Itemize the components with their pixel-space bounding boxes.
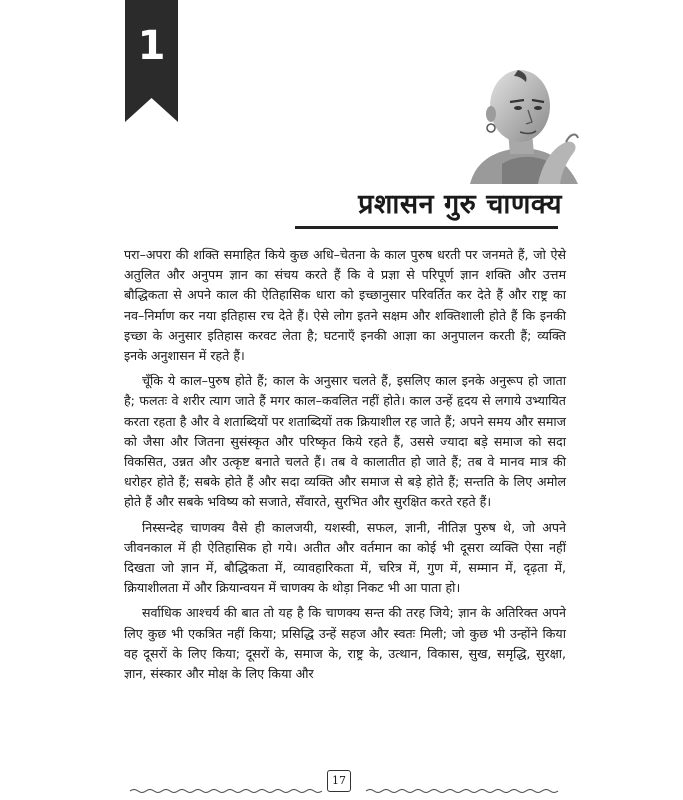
title-underline [295,226,558,229]
paragraph-4: सर्वाधिक आश्चर्य की बात तो यह है कि चाणक्य सन्त की तरह जिये; ज्ञान के अतिरिक्त अपने लिए कुछ भी एकत्रित नहीं किया; प्रसिद्धि उन्हें सहज और स्वतः मिली; जो कुछ भी उन्होंने किया वह दूसरों के लिए किया; दूसरों के, समाज के, राष्ट्र के, उत्थान, विकास, सुख, समृद्धि, सुरक्षा, ज्ञान, संस्कार और मोक्ष के लिए किया और [124,605,566,682]
paragraph-3: निस्सन्देह चाणक्य वैसे ही कालजयी, यशस्वी, सफल, ज्ञानी, नीतिज्ञ पुरुष थे, जो अपने जीवनकाल में ही ऐतिहासिक हो गये। अतीत और वर्तमान का कोई भी दूसरा व्यक्ति ऐसा नहीं दिखता जो ज्ञान में, बौद्धिकता में, व्यावहारिकता में, चरित्र में, गुण में, सम्मान में, दृढ़ता में, क्रियाशीलता में और क्रियान्वयन में चाणक्य के थोड़ा निकट भी आ पाता हो। [124,519,566,596]
paragraph-1: परा–अपरा की शक्ति समाहित किये कुछ अधि–चेतना के काल पुरुष धरती पर जनमते हैं, जो ऐसे अतुलित और अनुपम ज्ञान का संचय करते हैं कि वे प्रज्ञा से परिपूर्ण ज्ञान शक्ति और उत्तम बौद्धिकता से अपने काल की ऐतिहासिक धारा को इच्छानुसार परिवर्तित कर देते हैं और राष्ट्र का नव–निर्माण कर नया इतिहास रच देते हैं। ऐसे लोग इतने सक्षम और शक्तिशाली होते हैं कि इनकी इच्छा के अनुसार इतिहास करवट लेता है; घटनाएँ इनकी आज्ञा का अनुपालन करती हैं; व्यक्ति इनके अनुशासन में रहते हैं। [124,247,566,364]
chapter-title: प्रशासन गुरु चाणक्य [358,189,562,220]
body-text [124,245,566,689]
chapter-number: 1 [137,23,166,69]
page-number: 17 [327,770,351,792]
chanakya-portrait [462,68,584,184]
paragraph-2: चूँकि ये काल–पुरुष होते हैं; काल के अनुसार चलते हैं, इसलिए काल इनके अनुरूप हो जाता है; फलतः वे शरीर त्याग जाते हैं मगर काल–कवलित नहीं होते। काल उन्हें हृदय से लगाये उभ्यायित करता रहता है और वे शताब्दियों पर शताब्दियों तक क्रियाशील रह जाते हैं; अपने समय और समाज को जैसा और जितना सुसंस्कृत और परिष्कृत किये रहते हैं, उससे ज्यादा बड़े समाज को सदा विकसित, उन्नत और उत्कृष्ट बनाते चलते हैं। तब वे कालातीत हो जाते हैं; तब वे मानव मात्र की धरोहर होते हैं; सबके होते हैं और सदा व्यक्ति और समाज से बड़े होते हैं; सन्तति के लिए अमोल होते हैं और सबके भविष्य को सजाते, सँवारते, सुरभित और सुरक्षित करते रहते हैं। [124,373,566,510]
